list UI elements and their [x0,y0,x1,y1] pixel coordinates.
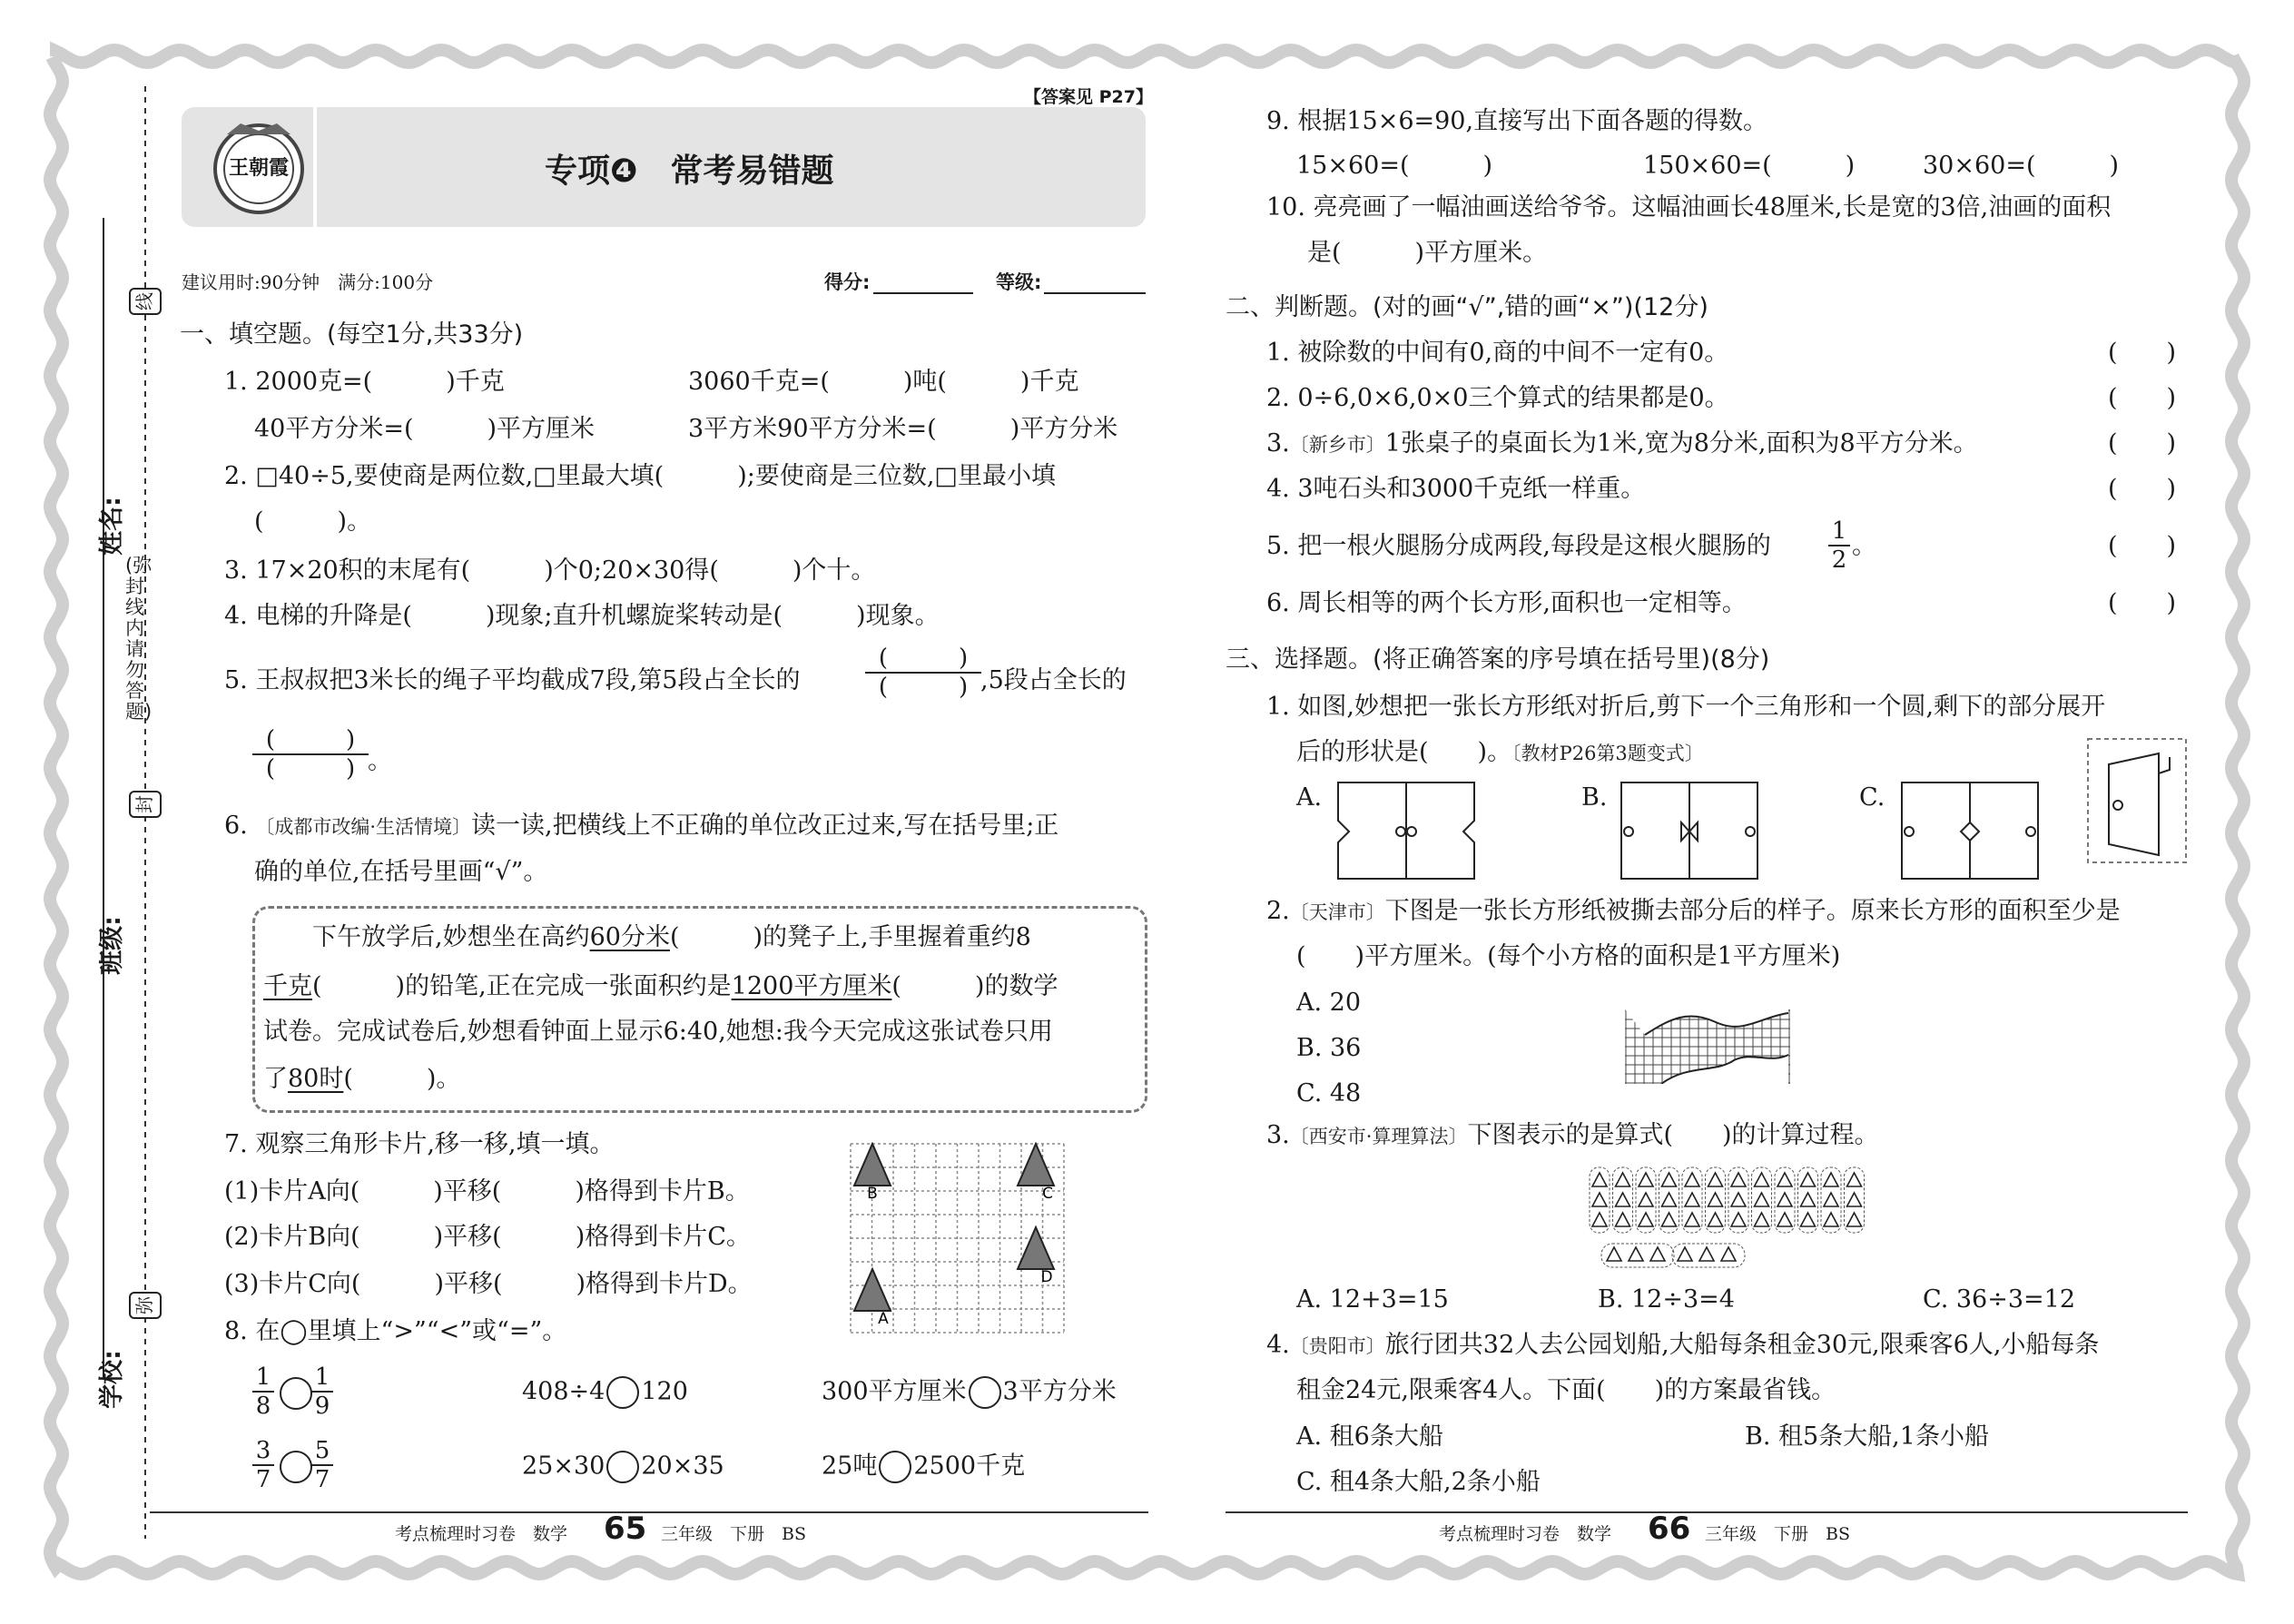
answer-reference: 【答案见 P27】 [1024,87,1153,107]
choice-1-b [1296,737,1704,769]
option-b-label[interactable]: B. [1581,783,1608,812]
q9-c: 30×60=( ) [1923,152,2120,180]
judge-5-answer[interactable]: ( ) [2108,532,2177,560]
choice-4-b: 租金24元,限乘客4人。下面( )的方案最省钱。 [1296,1376,1836,1404]
triangle-mark [1755,1213,1769,1226]
triangle-grouping-figure [1587,1166,1874,1273]
grade-label: 等级: [996,271,1042,293]
group-outline [1601,1244,1674,1267]
triangle-card-a [854,1269,891,1311]
q3: 3. 17×20积的末尾有( )个0;20×30得( )个十。 [224,556,876,585]
q5-frac1-den: ( ) [865,672,981,701]
option-b-figure [1620,781,1761,882]
judge5-den: 2 [1828,545,1850,574]
group-outline [1775,1167,1795,1233]
q6-unit-2: 千克 [263,972,312,1000]
triangle-mark [1685,1173,1699,1186]
triangle-mark [1755,1173,1769,1186]
score-field[interactable] [873,271,973,294]
q1-b: 3060千克=( )吨( )千克 [688,368,1079,396]
triangle-grid [849,1142,1081,1334]
group-outline [1636,1167,1656,1233]
group-outline [1821,1167,1841,1233]
section-fill-in: 一、填空题。(每空1分,共33分) [180,320,524,349]
q6-unit-4: 80时 [288,1065,344,1093]
judge-2: 2. 0÷6,0×6,0×0三个算式的结果都是0。 [1266,384,1729,412]
triangle-mark [1616,1213,1630,1226]
choice-1-tag: 〔教材P26第3题变式〕 [1511,743,1704,764]
triangle-mark [1731,1213,1746,1226]
section-choice: 三、选择题。(将正确答案的序号填在括号里)(8分) [1226,645,1770,674]
q8-frac-1 [252,1363,274,1420]
group-outline [1845,1167,1865,1233]
triangle-mark [1801,1193,1816,1206]
publisher-logo [209,116,309,216]
q9: 9. 根据15×6=90,直接写出下面各题的得数。 [1266,107,1768,135]
triangle-mark [1708,1173,1723,1186]
triangle-mark [1662,1213,1677,1226]
choice-3-a [1266,1120,1879,1152]
q2-a: 2. □40÷5,要使商是两位数,□里最大填( );要使商是三位数,□里最小填 [224,462,1056,490]
seal-line: 线 [129,288,162,315]
triangle-mark [1685,1213,1699,1226]
footer-rule-left [150,1511,1148,1513]
q7-2: (2)卡片B向( )平移( )格得到卡片C。 [224,1223,751,1251]
triangle-card-c [1018,1144,1054,1186]
q9-a: 15×60=( ) [1296,152,1493,180]
choice-1-a: 1. 如图,妙想把一张长方形纸对折后,剪下一个三角形和一个圆,剩下的部分展开 [1266,693,2106,721]
group-outline [1706,1167,1726,1233]
judge-3-tag: 〔新乡市〕 [1289,434,1385,456]
judge-4-answer[interactable]: ( ) [2108,475,2177,503]
q6-passage-2 [263,971,1058,1002]
choice-2-option-a[interactable]: A. 20 [1296,989,1362,1017]
q6-p2a: ( )的铅笔,正在完成一张面积约是 [312,972,732,1000]
q6-p2b: ( )的数学 [891,972,1058,1000]
q8-frac3-den: 7 [252,1464,274,1493]
choice-4-text: 旅行团共32人去公园划船,大船每条租金30元,限乘客6人,小船每条 [1384,1331,2100,1359]
triangle-mark [1801,1173,1816,1186]
q6-passage-4 [263,1064,460,1095]
choice-2-tag: 〔天津市〕 [1289,901,1385,923]
triangle-mark [1607,1247,1621,1261]
seal-mi: 弥 [129,1292,162,1319]
q8-b [522,1376,688,1409]
group-outline [1613,1167,1633,1233]
choice-3-option-b[interactable]: B. 12÷3=4 [1598,1285,1735,1314]
q8-frac1-num: 1 [255,1363,271,1391]
q5-b: ,5段占全长的 [980,666,1127,694]
judge-5-end: 。 [1852,532,1876,560]
page-title: 专项❹ 常考易错题 [545,153,834,190]
footer-right-a: 考点梳理时习卷 数学 [1439,1524,1612,1544]
group-outline [1798,1167,1818,1233]
q8-frac2-num: 1 [314,1363,330,1391]
q6-p4a: 了 [263,1065,288,1093]
choice-3-num: 3. [1266,1121,1290,1149]
judge-1: 1. 被除数的中间有0,商的中间不一定有0。 [1266,339,1729,367]
triangle-mark [1678,1247,1692,1261]
choice-4-option-a[interactable]: A. 租6条大船 [1296,1422,1443,1451]
label-a: A [878,1310,889,1328]
choice-3-option-a[interactable]: A. 12+3=15 [1296,1285,1449,1314]
q6-line1: 6. 〔成都市改编·生活情境〕读一读,把横线上不正确的单位改正过来,写在括号里;正 [224,812,1059,840]
triangle-mark [1662,1173,1677,1186]
judge-3 [1266,428,1978,460]
choice-2-num: 2. [1266,897,1290,925]
q1-a: 1. 2000克=( )千克 [224,368,505,396]
grade-field[interactable] [1044,271,1146,294]
compare-circle[interactable] [606,1451,639,1483]
folded-paper-figure [2086,737,2188,864]
triangle-mark [1731,1173,1746,1186]
triangle-mark [1639,1213,1653,1226]
q8-frac-4 [311,1437,333,1493]
footer-rule-right [1226,1511,2188,1513]
class-label: 班级: [97,916,126,975]
page-number-right: 66 [1648,1511,1691,1547]
compare-circle[interactable] [606,1376,639,1409]
group-outline [1672,1244,1745,1267]
q8-frac4-num: 5 [314,1437,330,1464]
q8b-left: 408÷4 [522,1377,605,1406]
option-a-figure [1336,781,1478,882]
q5-a: 5. 王叔叔把3米长的绳子平均截成7段,第5段占全长的 [224,666,801,694]
q8-frac1-den: 8 [252,1391,274,1420]
q1-d: 3平方米90平方分米=( )平方分米 [688,415,1118,443]
choice-2-b: ( )平方厘米。(每个小方格的面积是1平方厘米) [1296,942,1841,970]
choice-4-num: 4. [1266,1331,1290,1359]
q5-fraction-2 [252,726,369,782]
triangle-mark [1777,1193,1792,1206]
choice-2-option-c[interactable]: C. 48 [1296,1079,1362,1107]
triangle-mark [1592,1173,1607,1186]
triangle-mark [1824,1173,1838,1186]
triangle-mark [1685,1193,1699,1206]
q8-frac2-den: 9 [311,1391,333,1420]
choice-3-text: 下图表示的是算式( )的计算过程。 [1467,1121,1879,1149]
triangle-mark [1662,1193,1677,1206]
group-outline [1682,1167,1702,1233]
q8b-right: 120 [641,1377,688,1406]
q8e-left: 25×30 [522,1452,605,1481]
footer-left-b: 三年级 下册 BS [661,1524,806,1544]
triangle-mark [1616,1173,1630,1186]
choice-4-a [1266,1330,2099,1362]
judge-5-fraction [1828,517,1850,574]
name-label: 姓名: [97,497,126,556]
choice-1-b-text: 后的形状是( )。 [1296,738,1512,766]
q7-3: (3)卡片C向( )平移( )格得到卡片D。 [224,1270,753,1298]
q6-passage-3: 试卷。完成试卷后,妙想看钟面上显示6:40,她想:我今天完成这张试卷只用 [263,1018,1053,1046]
q6-line2: 确的单位,在括号里画“√”。 [254,858,548,886]
q8-frac4-den: 7 [311,1464,333,1493]
page-number-left: 65 [604,1511,647,1547]
triangle-mark [1824,1213,1838,1226]
q8f-left: 25吨 [822,1452,878,1481]
choice-3-tag: 〔西安市·算理算法〕 [1289,1126,1468,1147]
q6-tag: 〔成都市改编·生活情境〕 [255,816,472,838]
group-outline [1728,1167,1748,1233]
label-c: C [1042,1185,1053,1203]
triangle-mark [1721,1247,1736,1261]
q10-a: 10. 亮亮画了一幅油画送给爷爷。这幅油画长48厘米,长是宽的3倍,油画的面积 [1266,193,2112,221]
triangle-mark [1708,1193,1723,1206]
choice-4-option-c[interactable]: C. 租4条大船,2条小船 [1296,1468,1541,1496]
q6-unit-3: 1200平方厘米 [731,972,892,1000]
q8: 8. 在◯里填上“>”“<”或“=”。 [224,1317,567,1345]
triangle-mark [1777,1213,1792,1226]
triangle-mark [1755,1193,1769,1206]
q6-passage-1 [312,922,1031,953]
triangle-mark [1847,1213,1862,1226]
q5-frac2-den: ( ) [252,753,369,782]
section-true-false: 二、判断题。(对的画“√”,错的画“×”)(12分) [1226,293,1708,321]
judge-4: 4. 3吨石头和3000千克纸一样重。 [1266,475,1646,503]
seal-feng: 封 [129,791,162,818]
q8c-right: 3平方分米 [1002,1377,1117,1406]
choice-2-text: 下图是一张长方形纸被撕去部分后的样子。原来长方形的面积至少是 [1384,897,2121,925]
q6-text-a: 读一读,把横线上不正确的单位改正过来,写在括号里;正 [471,812,1059,840]
triangle-mark [1801,1213,1816,1226]
judge-3-num: 3. [1266,429,1290,458]
q4: 4. 电梯的升降是( )现象;直升机螺旋桨转动是( )现象。 [224,602,940,630]
q9-b: 150×60=( ) [1643,152,1856,180]
triangle-mark [1847,1173,1862,1186]
triangle-card-d [1018,1227,1054,1269]
triangle-mark [1592,1193,1607,1206]
group-outline [1590,1167,1610,1233]
choice-4-option-b[interactable]: B. 租5条大船,1条小船 [1745,1422,1989,1451]
triangle-mark [1639,1173,1653,1186]
choice-2-option-b[interactable]: B. 36 [1296,1034,1362,1062]
triangle-mark [1616,1193,1630,1206]
triangle-mark [1639,1193,1653,1206]
triangle-mark [1824,1193,1838,1206]
time-score: 建议用时:90分钟 满分:100分 [182,271,434,293]
judge-6: 6. 周长相等的两个长方形,面积也一定相等。 [1266,589,1747,617]
q8e-right: 20×35 [641,1452,724,1481]
judge-3-text: 1张桌子的桌面长为1米,宽为8分米,面积为8平方分米。 [1384,429,1978,458]
triangle-card-b [854,1144,891,1186]
label-d: D [1040,1268,1053,1286]
q8-e [522,1451,724,1483]
triangle-mark [1650,1247,1665,1261]
triangle-mark [1699,1247,1714,1261]
triangle-mark [1847,1193,1862,1206]
judge-3-answer[interactable]: ( ) [2108,429,2177,458]
judge-6-answer[interactable]: ( ) [2108,589,2177,617]
option-a-label[interactable]: A. [1296,783,1323,812]
banner-divider [313,107,317,227]
triangle-mark [1592,1213,1607,1226]
q5-frac2-num: ( ) [265,726,356,753]
q8-c [822,1376,1117,1409]
q8-frac-2 [311,1363,333,1420]
q8-frac3-num: 3 [255,1437,271,1464]
q8f-right: 2500千克 [913,1452,1026,1481]
q7-1: (1)卡片A向( )平移( )格得到卡片B。 [224,1177,750,1206]
triangle-mark [1777,1173,1792,1186]
compare-circle[interactable] [280,1377,312,1410]
q6-p4b: ( )。 [343,1065,461,1093]
q5-frac1-num: ( ) [878,645,969,672]
info-line [102,218,105,1380]
judge-1-answer[interactable]: ( ) [2108,339,2177,367]
q1-c: 40平方分米=( )平方厘米 [254,415,596,443]
q10-b: 是( )平方厘米。 [1307,239,1548,267]
compare-circle[interactable] [280,1451,312,1483]
torn-paper-grid [1625,1009,1790,1084]
q2-b: ( )。 [254,507,372,536]
option-c-label[interactable]: C. [1859,783,1885,812]
q6-p1a: 下午放学后,妙想坐在高约 [312,923,590,951]
compare-circle[interactable] [879,1451,911,1483]
school-label: 学校: [97,1350,126,1409]
choice-2-a [1266,896,2121,928]
footer-right-b: 三年级 下册 BS [1705,1524,1850,1544]
judge-2-answer[interactable]: ( ) [2108,384,2177,412]
q8-frac-3 [252,1437,274,1493]
footer-left-a: 考点梳理时习卷 数学 [395,1524,568,1544]
group-outline [1752,1167,1772,1233]
q6-unit-1: 60分米 [589,923,670,951]
q8c-left: 300平方厘米 [822,1377,967,1406]
q6-p1b: ( )的凳子上,手里握着重约8 [669,923,1031,951]
q5-end: 。 [368,747,392,775]
choice-3-option-c[interactable]: C. 36÷3=12 [1923,1285,2075,1314]
group-outline [1659,1167,1679,1233]
q8-f [822,1451,1025,1483]
triangle-mark [1629,1247,1643,1261]
q5-fraction-1 [865,645,981,701]
q7: 7. 观察三角形卡片,移一移,填一填。 [224,1130,615,1158]
compare-circle[interactable] [969,1376,1001,1409]
logo-text: 王朝霞 [228,156,289,180]
option-c-figure [1900,781,2042,882]
judge-5: 5. 把一根火腿肠分成两段,每段是这根火腿肠的 [1266,532,1771,560]
triangle-mark [1708,1213,1723,1226]
label-b: B [867,1185,878,1203]
judge5-num: 1 [1831,517,1847,545]
score-label: 得分: [824,271,871,293]
no-answer-notice: (弥封线内请勿答题) [125,555,153,723]
choice-4-tag: 〔贵阳市〕 [1289,1335,1385,1357]
triangle-mark [1731,1193,1746,1206]
